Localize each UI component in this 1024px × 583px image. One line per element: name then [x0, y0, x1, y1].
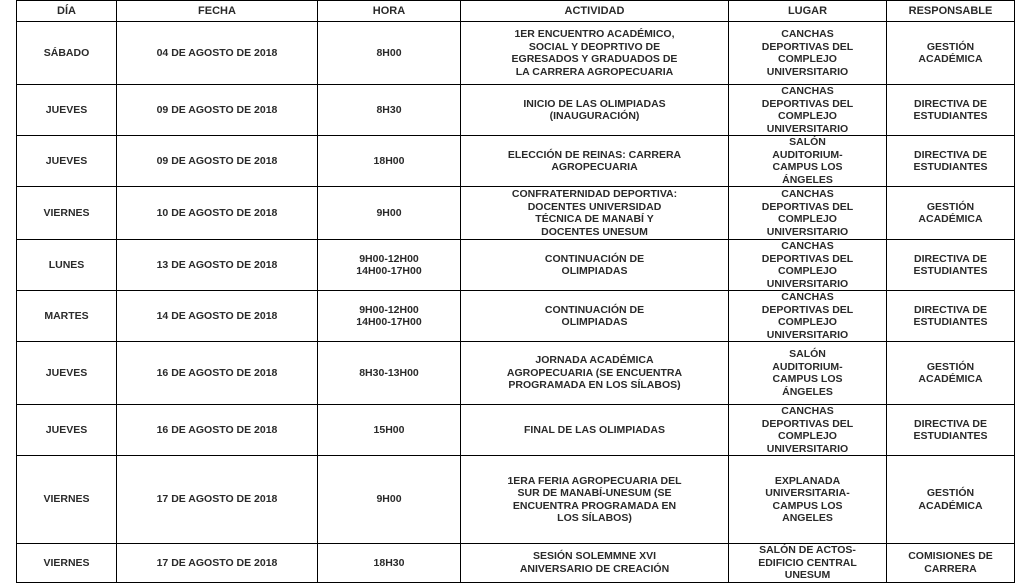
cell-fecha — [117, 187, 318, 240]
fecha-text: 17 DE AGOSTO DE 2018 — [156, 556, 278, 569]
cell-fecha — [117, 342, 318, 405]
actividad-text: FINAL DE LAS OLIMPIADAS — [524, 423, 665, 436]
cell-responsable — [887, 342, 1015, 405]
fecha-text: 04 DE AGOSTO DE 2018 — [156, 46, 278, 59]
hora-text: 18H30 — [373, 556, 405, 569]
responsable-text: COMISIONES DE CARRERA — [908, 550, 993, 575]
hora-text: 15H00 — [373, 423, 405, 436]
fecha-text: 09 DE AGOSTO DE 2018 — [156, 103, 278, 116]
cell-hora — [318, 85, 461, 136]
cell-responsable — [887, 187, 1015, 240]
table-row — [17, 187, 1015, 240]
cell-lugar — [729, 291, 887, 342]
cell-lugar — [729, 22, 887, 85]
cell-responsable — [887, 291, 1015, 342]
cell-lugar — [729, 405, 887, 456]
actividad-text: CONTINUACIÓN DE OLIMPIADAS — [544, 252, 645, 277]
table-row — [17, 136, 1015, 187]
header-lugar: LUGAR — [729, 1, 887, 22]
lugar-text: EXPLANADA UNIVERSITARIA- CAMPUS LOS ANGELES — [765, 474, 850, 524]
table-row — [17, 405, 1015, 456]
cell-fecha — [117, 85, 318, 136]
cell-actividad — [461, 456, 729, 544]
hora-text: 9H00 — [376, 206, 402, 219]
cell-lugar — [729, 85, 887, 136]
table-row — [17, 342, 1015, 405]
cell-lugar — [729, 240, 887, 291]
cell-fecha — [117, 405, 318, 456]
cell-dia — [17, 240, 117, 291]
cell-actividad — [461, 544, 729, 583]
table-row — [17, 291, 1015, 342]
cell-fecha — [117, 22, 318, 85]
header-actividad: ACTIVIDAD — [461, 1, 729, 22]
dia-text: VIERNES — [43, 206, 90, 219]
cell-lugar — [729, 342, 887, 405]
cell-dia — [17, 405, 117, 456]
header-row — [17, 1, 1015, 22]
dia-text: SÁBADO — [43, 46, 90, 59]
header-fecha: FECHA — [117, 1, 318, 22]
header-hora: HORA — [318, 1, 461, 22]
table-row — [17, 456, 1015, 544]
hora-text: 8H30 — [376, 103, 402, 116]
cell-fecha — [117, 544, 318, 583]
cell-fecha — [117, 456, 318, 544]
cell-responsable — [887, 544, 1015, 583]
responsable-text: DIRECTIVA DE ESTUDIANTES — [913, 303, 988, 328]
cell-hora — [318, 136, 461, 187]
responsable-text: DIRECTIVA DE ESTUDIANTES — [913, 97, 988, 122]
dia-text: JUEVES — [45, 423, 88, 436]
responsable-text: DIRECTIVA DE ESTUDIANTES — [913, 417, 988, 442]
cell-actividad — [461, 240, 729, 291]
fecha-text: 17 DE AGOSTO DE 2018 — [156, 493, 278, 506]
actividad-text: CONTINUACIÓN DE OLIMPIADAS — [544, 303, 645, 328]
cell-lugar — [729, 544, 887, 583]
cell-dia — [17, 187, 117, 240]
cell-fecha — [117, 291, 318, 342]
dia-text: VIERNES — [43, 493, 90, 506]
lugar-text: CANCHAS DEPORTIVAS DEL COMPLEJO UNIVERSITARIO — [761, 28, 854, 78]
actividad-text: JORNADA ACADÉMICA AGROPECUARIA (SE ENCUENTRA PROGRAMADA EN LOS SÍLABOS) — [506, 354, 683, 392]
hora-text: 9H00-12H00 14H00-17H00 — [356, 252, 422, 277]
lugar-text: SALÓN DE ACTOS- EDIFICIO CENTRAL UNESUM — [758, 544, 857, 581]
dia-text: JUEVES — [45, 154, 88, 167]
responsable-text: GESTIÓN ACADÉMICA — [918, 360, 983, 385]
cell-hora — [318, 22, 461, 85]
cell-dia — [17, 85, 117, 136]
cell-hora — [318, 291, 461, 342]
dia-text: JUEVES — [45, 103, 88, 116]
cell-responsable — [887, 405, 1015, 456]
lugar-text: CANCHAS DEPORTIVAS DEL COMPLEJO UNIVERSITARIO — [761, 405, 854, 455]
cell-hora — [318, 544, 461, 583]
cell-actividad — [461, 342, 729, 405]
cell-dia — [17, 342, 117, 405]
header-dia: DÍA — [17, 1, 117, 22]
actividad-text: 1ER ENCUENTRO ACADÉMICO, SOCIAL Y DEOPRTIVO DE EGRESADOS Y GRADUADOS DE LA CARRERA AGROPECUARIA — [511, 28, 678, 78]
cell-responsable — [887, 136, 1015, 187]
lugar-text: CANCHAS DEPORTIVAS DEL COMPLEJO UNIVERSITARIO — [761, 240, 854, 290]
cell-dia — [17, 544, 117, 583]
cell-hora — [318, 240, 461, 291]
responsable-text: GESTIÓN ACADÉMICA — [918, 200, 983, 225]
cell-responsable — [887, 85, 1015, 136]
cell-dia — [17, 456, 117, 544]
cell-hora — [318, 342, 461, 405]
dia-text: JUEVES — [45, 366, 88, 379]
cell-actividad — [461, 291, 729, 342]
responsable-text: DIRECTIVA DE ESTUDIANTES — [913, 252, 988, 277]
lugar-text: SALÓN AUDITORIUM- CAMPUS LOS ÁNGELES — [772, 136, 843, 186]
cell-hora — [318, 187, 461, 240]
fecha-text: 10 DE AGOSTO DE 2018 — [156, 206, 278, 219]
hora-text: 9H00 — [376, 493, 402, 506]
cell-actividad — [461, 136, 729, 187]
lugar-text: CANCHAS DEPORTIVAS DEL COMPLEJO UNIVERSITARIO — [761, 85, 854, 135]
cell-responsable — [887, 22, 1015, 85]
header-responsable: RESPONSABLE — [887, 1, 1015, 22]
lugar-text: CANCHAS DEPORTIVAS DEL COMPLEJO UNIVERSITARIO — [761, 291, 854, 341]
actividad-text: INICIO DE LAS OLIMPIADAS (INAUGURACIÓN) — [523, 97, 666, 122]
fecha-text: 16 DE AGOSTO DE 2018 — [156, 366, 278, 379]
cell-dia — [17, 291, 117, 342]
hora-text: 8H30-13H00 — [359, 366, 419, 379]
schedule-table — [16, 0, 1015, 583]
table-row — [17, 22, 1015, 85]
hora-text: 18H00 — [373, 154, 405, 167]
dia-text: MARTES — [44, 309, 89, 322]
cell-responsable — [887, 240, 1015, 291]
fecha-text: 09 DE AGOSTO DE 2018 — [156, 154, 278, 167]
responsable-text: GESTIÓN ACADÉMICA — [918, 40, 983, 65]
cell-actividad — [461, 22, 729, 85]
cell-dia — [17, 136, 117, 187]
dia-text: VIERNES — [43, 556, 90, 569]
lugar-text: CANCHAS DEPORTIVAS DEL COMPLEJO UNIVERSITARIO — [761, 188, 854, 238]
fecha-text: 14 DE AGOSTO DE 2018 — [156, 309, 278, 322]
actividad-text: CONFRATERNIDAD DEPORTIVA: DOCENTES UNIVERSIDAD TÉCNICA DE MANABÍ Y DOCENTES UNESUM — [511, 188, 678, 238]
hora-text: 9H00-12H00 14H00-17H00 — [356, 303, 422, 328]
cell-fecha — [117, 240, 318, 291]
fecha-text: 13 DE AGOSTO DE 2018 — [156, 258, 278, 271]
cell-lugar — [729, 187, 887, 240]
responsable-text: DIRECTIVA DE ESTUDIANTES — [913, 148, 988, 173]
schedule-container — [16, 0, 1014, 583]
cell-lugar — [729, 456, 887, 544]
cell-actividad — [461, 405, 729, 456]
hora-text: 8H00 — [376, 46, 402, 59]
table-row — [17, 240, 1015, 291]
table-row — [17, 544, 1015, 583]
cell-hora — [318, 405, 461, 456]
dia-text: LUNES — [48, 258, 85, 271]
cell-dia — [17, 22, 117, 85]
cell-fecha — [117, 136, 318, 187]
lugar-text: SALÓN AUDITORIUM- CAMPUS LOS ÁNGELES — [772, 348, 843, 398]
table-row — [17, 85, 1015, 136]
cell-hora — [318, 456, 461, 544]
actividad-text: 1ERA FERIA AGROPECUARIA DEL SUR DE MANABÍ-UNESUM (SE ENCUENTRA PROGRAMADA EN LOS SÍLABOS) — [507, 474, 682, 524]
responsable-text: GESTIÓN ACADÉMICA — [918, 487, 983, 512]
actividad-text: ELECCIÓN DE REINAS: CARRERA AGROPECUARIA — [507, 148, 682, 173]
cell-actividad — [461, 85, 729, 136]
actividad-text: SESIÓN SOLEMMNE XVI ANIVERSARIO DE CREACIÓN — [519, 550, 670, 575]
fecha-text: 16 DE AGOSTO DE 2018 — [156, 423, 278, 436]
cell-lugar — [729, 136, 887, 187]
cell-responsable — [887, 456, 1015, 544]
cell-actividad — [461, 187, 729, 240]
